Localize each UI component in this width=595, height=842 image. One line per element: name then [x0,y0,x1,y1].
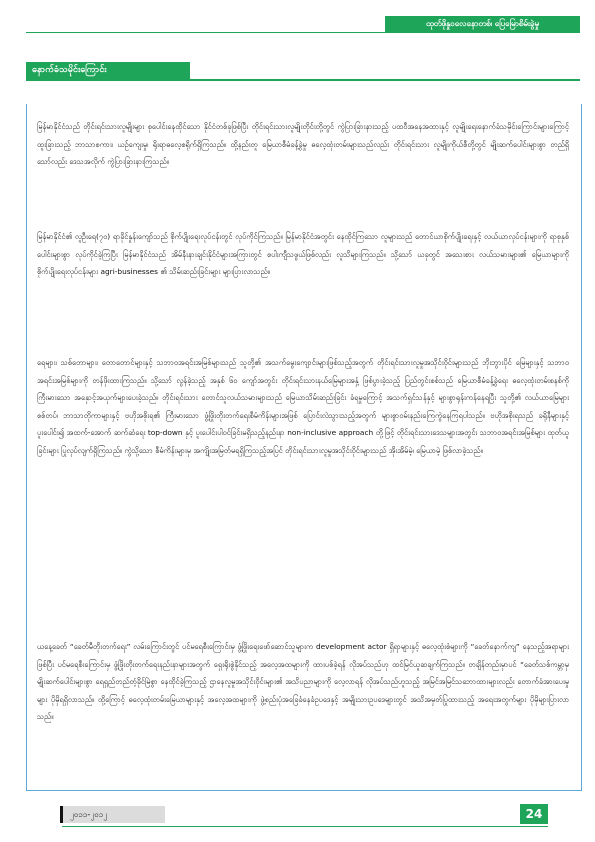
footer-date: ၂၀၁၁-၂၀၁၂ [62,806,165,823]
section-title: နောက်ခံသမိုင်းကြောင်း [26,62,190,79]
header-title: ထုတ်ဖိုနှုဝလေနောတစ်၊ ပြေမြောစိမ်းခွဲမှု [385,16,580,32]
paragraph-4: ယနေ့ခေတ် “ခေတ်မီတိုးတက်ရေး” လမ်းကြောင်းတွင် ပင်မရေစီးကြောင်းမှ ဖွံ့ဖြိုးရေးဖော်ဆောင်သူများက development actor ရှိရာများနှင့် ဓလေ့ထုံးစံများကို “ခေတ်နောက်ကျ” နေသည့်အရာများဖြစ်ပြီး ပင်မရေစီးကြောင်းမှ ဖွံ့ဖြိုးတိုးတက်ရေးနည်းနာများအတွက် ရှေးရိုးစွဲနိုင်သည့် အလေ့အထများကို ထားပစ်ခဲ့ရန် လိုအပ်သည်ဟု ထင်မြင်ယူဆချက်ကြသည်။ တချိန်တည်းမှာပင် “ခေတ်သစ်ကမ္ဘာမှ မျိုးဆက်ပေါင်းများစွာ ရေရှည်တည်တံ့ခိုင်မြဲစွာ နေထိုင်ခဲ့ကြသည့် ဌာနေလူမှုအသိုင်းဝိုင်းများ၏ အသိပညာများကို လေ့လာရန် လိုအပ်သည်ဟူသည့် အမြင်အမြင်သဘောထားများလည်း တောက်ခံအားပေးမှုများ ပိုမိုရရှိလာသည်။ ထို့ကြောင့် ဓလေ့ထုံးတမ်းမြေယာများနှင့် အလေ့အထများကို ဖွဲ့စည်းပုံအခြေခံနေခံဥပဒေနှင့် အမျိုးသားဥပဒေများတွင် အသိအမှတ်ပြုထားသည့် အရေးအတွက်များ ပိုမိုများပြားလာသည်။ [37,642,569,722]
section-divider [26,79,580,81]
header-divider [26,32,580,33]
paragraph-2: မြန်မာနိုင်ငံ၏ လူဦးရေ(၇၀) ရာခိုင်နှုန်းကျော်သည် စိုက်ပျိုးရေးလုပ်ငန်းတွင် လုပ်ကိုင်ကြသည်။ မြန်မာနိုင်ငံအတွင်း နေထိုင်ကြသော လူများသည် တောင်ယာစိုက်ပျိုးရေးနှင့် လယ်ယာလုပ်ငန်းများကို ရာစုနှစ်ပေါင်းများစွာ လုပ်ကိုင်ခဲ့ကြပြီး မြန်မာနိုင်ငံသည် အိမ်နီးနားချင်းနိုင်ငံများအကြားတွင် စပါးကျီသဖွယ်ဖြစ်လည်း လူသိများကြသည်။ သို့သော် ယခုတွင် အသေးစား လယ်သမားများ၏ မြေယာများကို စိုက်ပျိုးရေးလုပ်ငန်းများ agri-businesses ၏ သိမ်းဆည်းခြင်းများ များပြားလာသည်။ [37,232,569,277]
page-number: 24 [520,804,548,824]
footer-divider [62,826,548,827]
content-frame [26,104,582,791]
paragraph-1: မြန်မာနိုင်ငံသည် တိုင်းရင်းသားလူမျိုးများ စုပေါင်းနေထိုင်သော နိုင်ငံတစ်ခုဖြစ်ပြီး တိုင်းရင်းသားလူမျိုးတိုင်းတို့တွင် ကွဲပြားခြားနားသည့် ပထဝီအနေအထားနှင့် လူမျိုးရေးနောက်ခံသမိုင်းကြောင်းများကြောင့် ထူးခြားသည့် ဘာသာစကား၊ ယဉ်ကျေးမှု၊ ရိုးရာဓလေ့စရိုက်ရှိကြသည်။ ထို့နည်းတူ မြေယာစီမံခန့်ခွဲမှု ဓလေ့ထုံးတမ်းများသည်လည်း တိုင်းရင်းသား လူမျိုးကိုယ်စီတို့တွင် မျိုးဆက်ပေါင်းများစွာ တည်ရှိသော်လည်း ဒေသအလိုက် ကွဲပြားခြားနားကြသည်။ [37,122,569,167]
paragraph-3: ရေများ၊ သစ်တောများ၊ တောတောင်များနှင့် သဘာဝအရင်းအမြစ်များသည် သူတို့၏ အသက်မွေးကျောင်းများဖြစ်သည့်အတွက် တိုင်းရင်းသားလူမှုအသိုင်းဝိုင်းများသည် ဘိုးဘွားပိုင် မြေများနှင့် သဘာဝအရင်းအမြစ်များကို တန်ဖိုးထားကြသည်။ သို့သော် လွန်ခဲ့သည့် အနှစ် ၆၀ ကျော်အတွင်း တိုင်းရင်းသားနယ်မြေများအနှံ့ ဖြစ်ပွားခဲ့သည့် ပြည်တွင်းစစ်သည် မြေယာစီမံခန့်ခွဲရေး ဓလေ့ထုံးတမ်းစနစ်ကို ကြီးမားသော အနှောင့်အယှက်များပေးခဲ့သည်။ တိုင်းရင်းသား တောင်သူလယ်သမားများသည် မြေယာသိမ်းဆည်းခြင်း ခံရမှုကြောင့် အသက်ရှင်သန်နှင့် များစွာရုန်းကန်နေရပြီး သူတို့၏ လယ်ယာမြေများ စစ်တပ်၊ ဘာသာတိုကာများနှင့် ဗဟိုအစိုးရ၏ ကြီးမားသော ဖွံ့ဖြိုးတိုးတက်ရေးစီမံကိန်းများအဖြစ် ပြောင်းလဲသွားသည့်အတွက် များစွာဝမ်းနည်းကြေကွဲနေကြရပါသည်။ ဗဟိုအစိုးရသည် ခရိုနီများနှင့် ပူးပေါင်း၍ အထက်-အောက် ဆက်ဆံရေး top-down နှင့် ပူးပေါင်းပါဝင်ခြင်းမရှိသည့်နည်းနာ non-inclusive approach တို့ဖြင့် တိုင်းရင်းသားဒေသများအတွင်း သဘာဝအရင်းအမြစ်များ ထုတ်ယူခြင်းများ ပြုလုပ်လျက်ရှိကြသည်။ ကွဲသို့သော စီမံကိန်းများမှ အကျိုးအမြတ်မရရှိကြသည့်အပြင် တိုင်းရင်းသားလူမှုအသိုင်းဝိုင်းများသည် အိုးအိမ်မဲ့၊ မြေယာမဲ့ ဖြစ်လာခဲ့သည်။ [37,358,569,455]
